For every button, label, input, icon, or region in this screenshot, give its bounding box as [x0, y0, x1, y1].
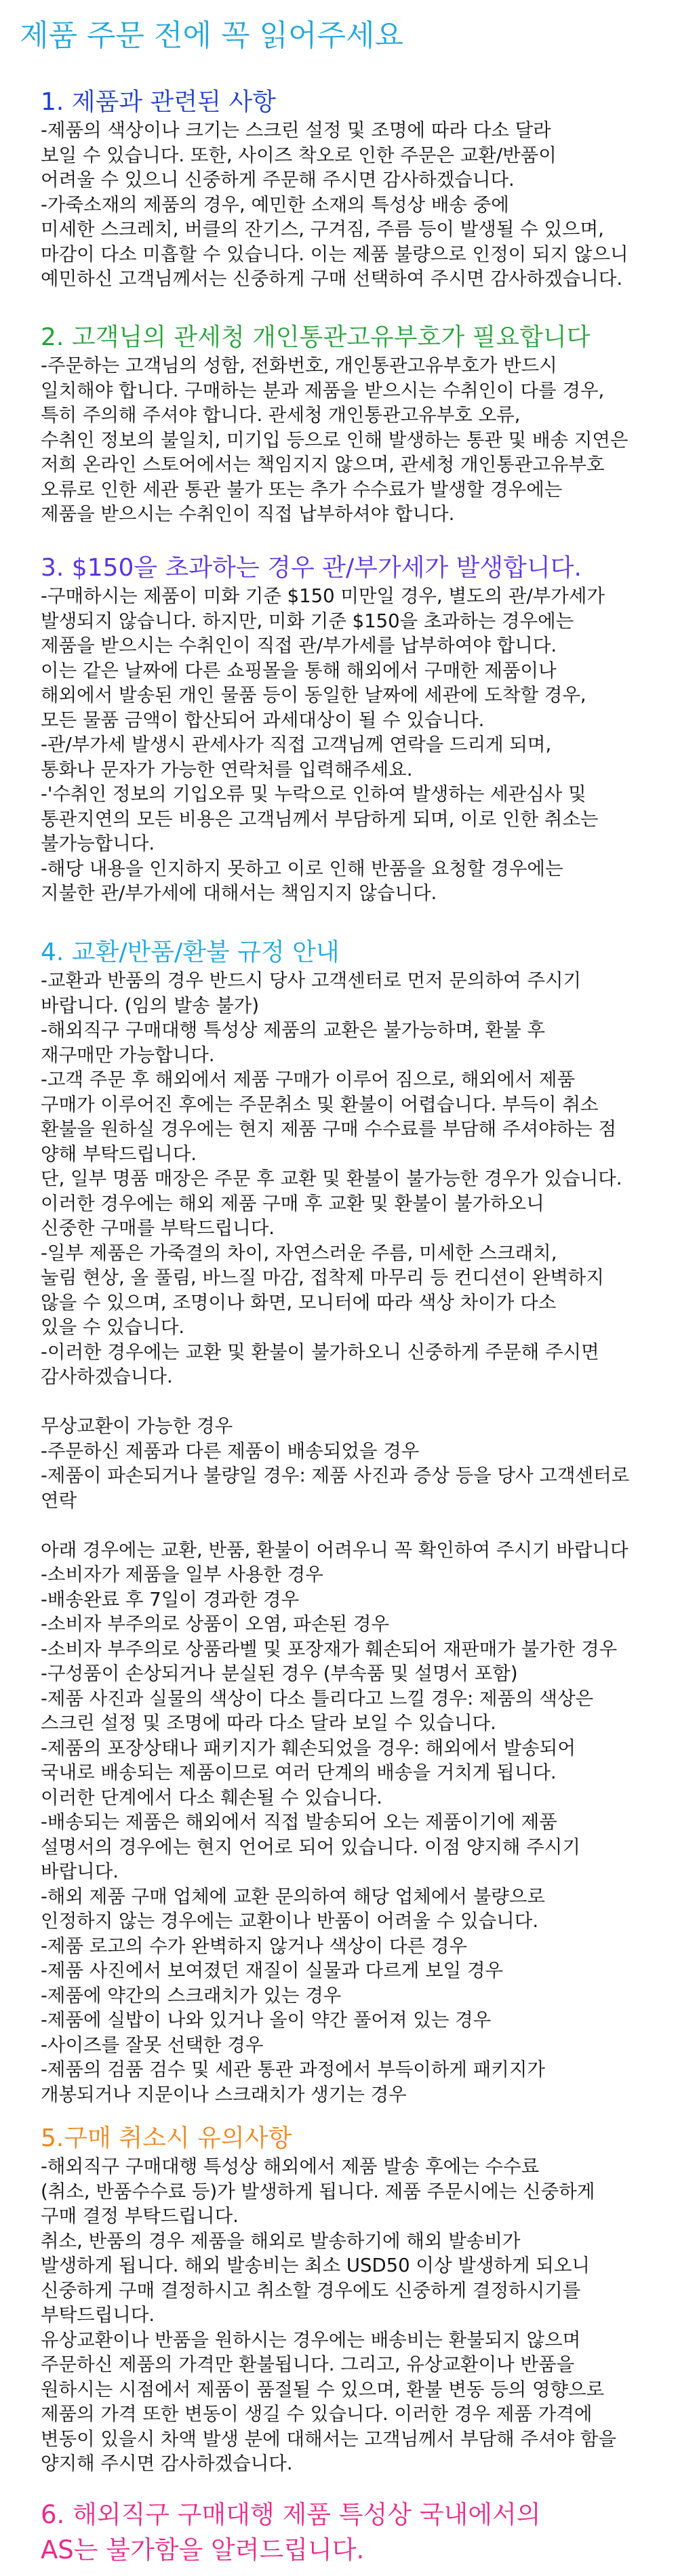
notice-line: 구매가 이루어진 후에는 주문취소 및 환불이 어렵습니다. 부득이 취소 [41, 1093, 599, 1115]
notice-line: 취소, 반품의 경우 제품을 해외로 발송하기에 해외 발송비가 [41, 2230, 521, 2252]
notice-line: 저희 온라인 스토어에서는 책임지지 않으며, 관세청 개인통관고유부호 [41, 454, 605, 475]
section-heading: 1. 제품과 관련된 사항 [41, 88, 276, 116]
paragraph [41, 118, 671, 292]
section-heading-line: AS는 불가함을 알려드립니다. [41, 2535, 365, 2564]
section-no-domestic-as [41, 2497, 671, 2568]
notice-line: 환불을 원하실 경우에는 현지 제품 구매 수수료를 부담해 주셔야하는 점 [41, 1118, 617, 1140]
notice-line: -해당 내용을 인지하지 못하고 이로 인해 반품을 요청할 경우에는 [41, 857, 563, 879]
notice-line: 불가능합니다. [41, 833, 155, 854]
notice-line: -해외 제품 구매 업체에 교환 문의하여 해당 업체에서 불량으로 [41, 1885, 545, 1907]
notice-line: -제품 사진과 실물의 색상이 다소 틀리다고 느낄 경우: 제품의 색상은 [41, 1687, 594, 1709]
notice-line: 스크린 설정 및 조명에 따라 다소 달라 보일 수 있습니다. [41, 1712, 496, 1734]
notice-line: -해외직구 구매대행 특성상 제품의 교환은 불가능하며, 환불 후 [41, 1019, 545, 1041]
notice-line: -해외직구 구매대행 특성상 해외에서 제품 발송 후에는 수수료 [41, 2156, 540, 2177]
notice-line: 재구매만 가능합니다. [41, 1044, 215, 1066]
paragraph [41, 968, 671, 1389]
notice-line: 통관지연의 모든 비용은 고객님께서 부담하게 되며, 이로 인한 취소는 [41, 808, 599, 830]
notice-line: 부탁드립니다. [41, 2304, 155, 2326]
paragraph [41, 353, 671, 527]
notice-line: 통화나 문자가 가능한 연락처를 입력해주세요. [41, 758, 413, 780]
notice-line: 연락 [41, 1489, 77, 1511]
page-title: 제품 주문 전에 꼭 읽어주세요 [20, 18, 403, 53]
notice-line: -소비자 부주의로 상품라벨 및 포장재가 훼손되어 재판매가 불가한 경우 [41, 1638, 618, 1660]
notice-line: 않을 수 있으며, 조명이나 화면, 모니터에 따라 색상 차이가 다소 [41, 1291, 557, 1313]
notice-line: 국내로 배송되는 제품이므로 여러 단계의 배송을 거치게 됩니다. [41, 1762, 557, 1783]
section-heading: 2. 고객님의 관세청 개인통관고유부호가 필요합니다 [41, 323, 591, 351]
section-body [41, 968, 671, 2107]
notice-line: -배송되는 제품은 해외에서 직접 발송되어 오는 제품이기에 제품 [41, 1811, 557, 1833]
notice-line: 인정하지 않는 경우에는 교환이나 반품이 어려울 수 있습니다. [41, 1910, 539, 1932]
notice-line: 예민하신 고객님께서는 신중하게 구매 선택하여 주시면 감사하겠습니다. [41, 268, 623, 290]
notice-line: -제품에 실밥이 나와 있거나 올이 약간 풀어져 있는 경우 [41, 2009, 492, 2031]
no-return-cases-paragraph [41, 1538, 671, 2107]
notice-line: 있을 수 있습니다. [41, 1316, 185, 1338]
notice-line: -주문하는 고객님의 성함, 전화번호, 개인통관고유부호가 반드시 [41, 355, 557, 376]
notice-line: -'수취인 정보의 기입오류 및 누락으로 인하여 발생하는 세관심사 및 [41, 783, 586, 805]
paragraph [41, 584, 671, 906]
notice-line: -구매하시는 제품이 미화 기준 $150 미만일 경우, 별도의 관/부가세가 [41, 585, 605, 607]
notice-line: 신중하게 구매 결정하시고 취소할 경우에도 신중하게 결정하시기를 [41, 2279, 581, 2301]
notice-line: -일부 제품은 가죽결의 차이, 자연스러운 주름, 미세한 스크래치, [41, 1242, 557, 1264]
notice-line: -구성품이 손상되거나 분실된 경우 (부속품 및 설명서 포함) [41, 1663, 518, 1684]
notice-line: -소비자가 제품을 일부 사용한 경우 [41, 1564, 323, 1585]
notice-line: 지불한 관/부가세에 대해서는 책임지지 않습니다. [41, 882, 437, 904]
notice-line: 신중한 구매를 부탁드립니다. [41, 1217, 275, 1239]
notice-line: 제품을 받으시는 수취인이 직접 납부하셔야 합니다. [41, 503, 455, 525]
notice-line: -제품의 색상이나 크기는 스크린 설정 및 조명에 따라 다소 달라 [41, 119, 551, 141]
notice-line: 양지해 주시면 감사하겠습니다. [41, 2453, 293, 2474]
section-heading: 4. 교환/반품/환불 규정 안내 [41, 938, 340, 966]
notice-line: 이러한 경우에는 해외 제품 구매 후 교환 및 환불이 불가하오니 [41, 1192, 544, 1214]
section-body [41, 584, 671, 906]
notice-line: 설명서의 경우에는 현지 언어로 되어 있습니다. 이점 양지해 주시기 [41, 1836, 580, 1858]
notice-line: 주문하신 제품의 가격만 환불됩니다. 그리고, 유상교환이나 반품을 [41, 2354, 575, 2375]
notice-line: 발생되지 않습니다. 하지만, 미화 기준 $150을 초과하는 경우에는 [41, 610, 574, 632]
section-heading: 5.구매 취소시 유의사항 [41, 2124, 292, 2152]
notice-line: 이러한 단계에서 다소 훼손될 수 있습니다. [41, 1786, 383, 1808]
notice-line: -이러한 경우에는 교환 및 환불이 불가하오니 신중하게 주문해 주시면 [41, 1341, 599, 1363]
notice-line: -교환과 반품의 경우 반드시 당사 고객센터로 먼저 문의하여 주시기 [41, 970, 582, 991]
notice-line: -제품이 파손되거나 불량일 경우: 제품 사진과 증상 등을 당사 고객센터로 [41, 1465, 630, 1486]
notice-line: 제품을 받으시는 수취인이 직접 관/부가세를 납부하여야 합니다. [41, 635, 557, 656]
notice-line: 개봉되거나 지문이나 스크래치가 생기는 경우 [41, 2083, 407, 2105]
notice-line: 원하시는 시점에서 제품이 품절될 수 있으며, 환불 변동 등의 영향으로 [41, 2378, 605, 2400]
section-customs-code [41, 322, 671, 527]
notice-line: 수취인 정보의 불일치, 미기입 등으로 인해 발생하는 통관 및 배송 지연은 [41, 429, 629, 451]
section-heading-line: 6. 해외직구 구매대행 제품 특성상 국내에서의 [41, 2500, 541, 2529]
paragraph [41, 2154, 671, 2476]
notice-line: -관/부가세 발생시 관세사가 직접 고객님께 연락을 드리게 되며, [41, 734, 552, 755]
free-exchange-paragraph [41, 1414, 671, 1513]
notice-line: 무상교환이 가능한 경우 [41, 1415, 233, 1437]
notice-line: -제품 로고의 수가 완벽하지 않거나 색상이 다른 경우 [41, 1935, 467, 1957]
notice-line: 양해 부탁드립니다. [41, 1143, 197, 1165]
notice-line: 오류로 인한 세관 통관 불가 또는 추가 수수료가 발생할 경우에는 [41, 478, 563, 500]
notice-line: 변동이 있을시 차액 발생 분에 대해서는 고객님께서 부담해 주셔야 함을 [41, 2428, 617, 2450]
notice-line: 일치해야 합니다. 구매하는 분과 제품을 받으시는 수취인이 다를 경우, [41, 379, 605, 401]
notice-line: 해외에서 발송된 개인 물품 등이 동일한 날짜에 세관에 도착할 경우, [41, 684, 586, 706]
notice-line: 어려울 수 있으니 신중하게 주문해 주시면 감사하겠습니다. [41, 169, 515, 191]
notice-line: (취소, 반품수수료 등)가 발생하게 됩니다. 제품 주문시에는 신중하게 [41, 2180, 595, 2202]
notice-line: 미세한 스크레치, 버클의 잔기스, 구겨짐, 주름 등이 발생될 수 있으며, [41, 218, 604, 240]
notice-line: -가죽소재의 제품의 경우, 예민한 소재의 특성상 배송 중에 [41, 193, 509, 216]
notice-line: -배송완료 후 7일이 경과한 경우 [41, 1588, 300, 1610]
notice-line: 제품의 가격 또한 변동이 생길 수 있습니다. 이러한 경우 제품 가격에 [41, 2403, 593, 2425]
notice-line: 구매 결정 부탁드립니다. [41, 2205, 239, 2227]
notice-line: -소비자 부주의로 상품이 오염, 파손된 경우 [41, 1613, 389, 1635]
notice-line: 유상교환이나 반품을 원하시는 경우에는 배송비는 환불되지 않으며 [41, 2329, 581, 2351]
notice-line: 눌림 현상, 올 풀림, 바느질 마감, 접착제 마무리 등 컨디션이 완벽하지 [41, 1267, 604, 1288]
notice-line: 이는 같은 날짜에 다른 쇼핑몰을 통해 해외에서 구매한 제품이나 [41, 659, 557, 681]
notice-line: -제품 사진에서 보여졌던 재질이 실물과 다르게 보일 경우 [41, 1960, 504, 1981]
notice-line: 특히 주의해 주셔야 합니다. 관세청 개인통관고유부호 오류, [41, 404, 521, 426]
notice-line: 바랍니다. [41, 1861, 119, 1882]
section-body [41, 118, 671, 292]
notice-line: 아래 경우에는 교환, 반품, 환불이 어려우니 꼭 확인하여 주시기 바랍니다 [41, 1539, 629, 1561]
notice-line: 모든 물품 금액이 합산되어 과세대상이 될 수 있습니다. [41, 709, 485, 731]
notice-line: 감사하겠습니다. [41, 1366, 173, 1387]
notice-line: -주문하신 제품과 다른 제품이 배송되었을 경우 [41, 1440, 420, 1462]
notice-line: -사이즈를 잘못 선택한 경우 [41, 2034, 264, 2056]
section-cancellation-notes [41, 2123, 671, 2476]
notice-line: 발생하게 됩니다. 해외 발송비는 최소 USD50 이상 발생하게 되오니 [41, 2255, 590, 2276]
section-heading [41, 2497, 671, 2568]
notice-line: 보일 수 있습니다. 또한, 사이즈 착오로 인한 주문은 교환/반품이 [41, 144, 557, 166]
notice-line: 마감이 다소 미흡할 수 있습니다. 이는 제품 불량으로 인정이 되지 않으니 [41, 243, 629, 265]
section-heading: 3. $150을 초과하는 경우 관/부가세가 발생합니다. [41, 554, 582, 582]
notice-line: -제품의 검품 검수 및 세관 통관 과정에서 부득이하게 패키지가 [41, 2059, 545, 2080]
section-product-notes [41, 87, 671, 292]
notice-line: 바랍니다. (임의 발송 불가) [41, 994, 260, 1016]
notice-line: 단, 일부 명품 매장은 주문 후 교환 및 환불이 불가능한 경우가 있습니다. [41, 1168, 622, 1189]
section-body [41, 353, 671, 527]
section-body [41, 2154, 671, 2476]
section-duty-tax [41, 553, 671, 906]
notice-line: -제품의 포장상태나 패키지가 훼손되었을 경우: 해외에서 발송되어 [41, 1737, 576, 1759]
section-exchange-return-policy [41, 937, 671, 2107]
notice-line: -제품에 약간의 스크래치가 있는 경우 [41, 1984, 342, 2006]
notice-line: -고객 주문 후 해외에서 제품 구매가 이루어 짐으로, 해외에서 제품 [41, 1069, 576, 1090]
